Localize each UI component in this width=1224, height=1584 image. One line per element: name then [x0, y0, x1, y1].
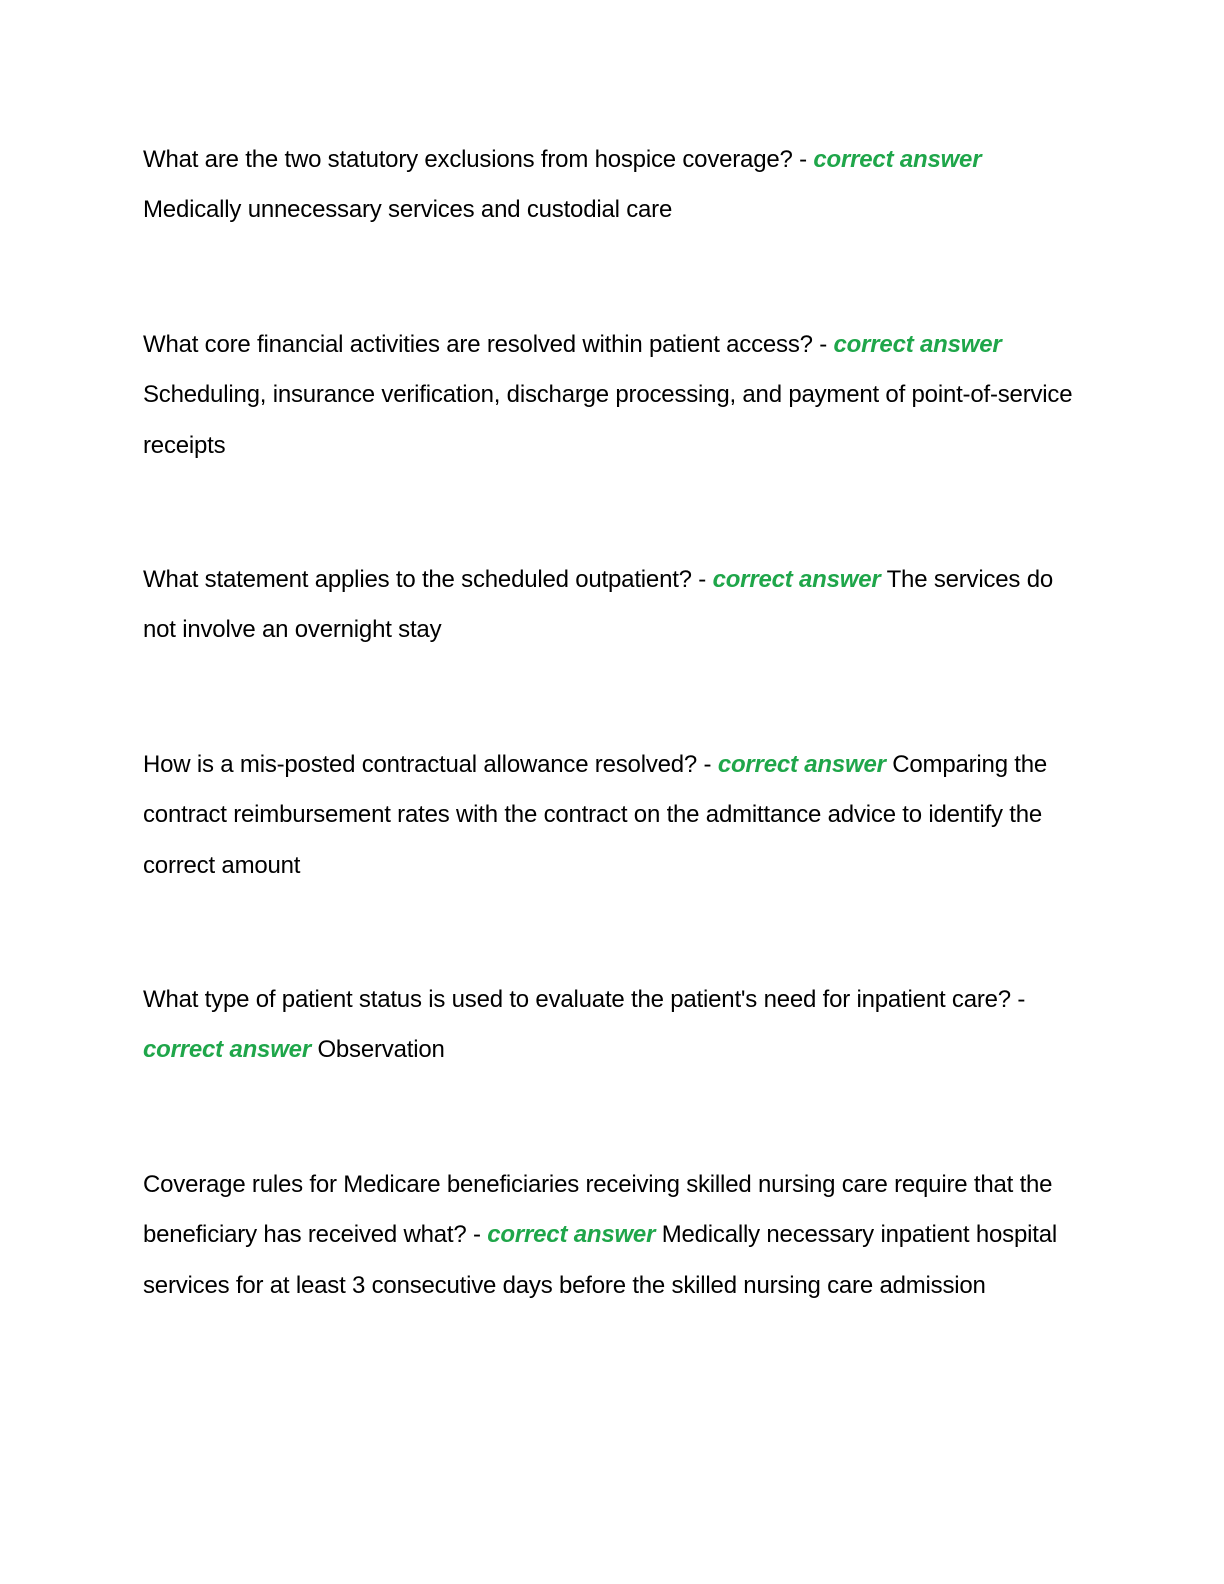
separator: - — [697, 750, 718, 778]
correct-answer-label: correct answer — [487, 1221, 656, 1249]
separator: - — [812, 330, 834, 358]
correct-answer-label: correct answer — [833, 330, 1002, 358]
answer-text: Observation — [317, 1036, 445, 1064]
answer-text: Medically necessary inpatient hospital services for at least 3 consecutive days before the skilled nursing care admission — [143, 1221, 1057, 1299]
separator: - — [792, 146, 814, 173]
answer-text: Medically unnecessary services and custodial care — [143, 196, 673, 224]
question-text: What are the two statutory exclusions from hospice coverage? — [143, 146, 793, 173]
separator: - — [466, 1221, 488, 1249]
question-text: What statement applies to the scheduled outpatient? — [143, 566, 692, 594]
qa-item-4 — [143, 740, 1084, 891]
question-text: What type of patient status is used to evaluate the patient's need for inpatient care? — [143, 986, 1011, 1014]
correct-answer-label: correct answer — [712, 566, 881, 594]
qa-item-1 — [143, 135, 1084, 236]
answer-text: Comparing the contract reimbursement rates with the contract on the admittance advice to identify the correct amount — [143, 750, 1048, 879]
answer-text: The services do not involve an overnight stay — [143, 566, 1054, 644]
correct-answer-label: correct answer — [717, 750, 886, 778]
qa-item-5 — [143, 975, 1084, 1076]
question-text: How is a mis-posted contractual allowance resolved? — [143, 750, 698, 778]
answer-text: Scheduling, insurance verification, discharge processing, and payment of point-of-service receipts — [143, 381, 1073, 459]
question-text: Coverage rules for Medicare beneficiaries receiving skilled nursing care require that the beneficiary has received what? — [143, 1170, 1053, 1249]
question-text: What core financial activities are resolved within patient access? — [143, 330, 813, 358]
correct-answer-label: correct answer — [813, 146, 982, 173]
qa-item-3 — [143, 555, 1084, 656]
separator: - — [691, 566, 713, 594]
correct-answer-label: correct answer — [143, 1036, 311, 1064]
separator: - — [1010, 986, 1026, 1014]
qa-item-6 — [143, 1160, 1084, 1311]
qa-item-2 — [143, 320, 1084, 471]
